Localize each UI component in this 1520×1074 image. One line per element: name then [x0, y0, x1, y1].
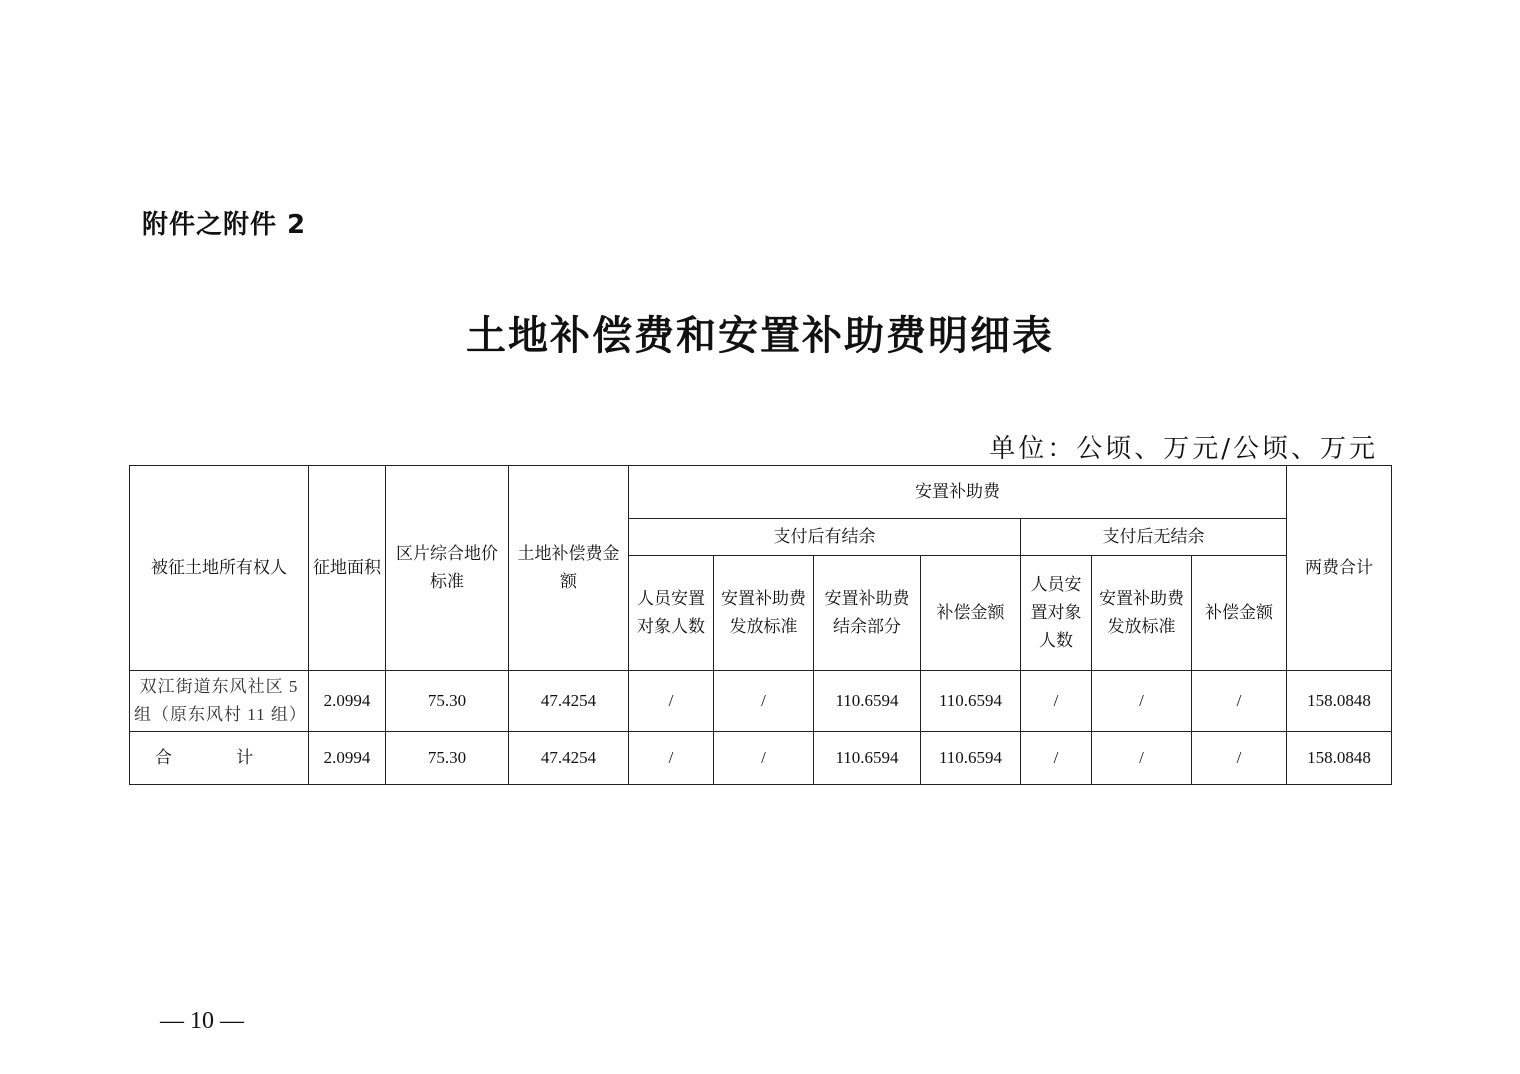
table-row: [130, 671, 1392, 732]
cell-total: 158.0848: [1287, 671, 1392, 732]
header-with-balance: 支付后有结余: [629, 519, 1021, 556]
cell-price-standard: 75.30: [386, 671, 509, 732]
unit-note: 单位：公顷、万元/公顷、万元: [989, 434, 1378, 464]
cell-area: 2.0994: [309, 671, 386, 732]
cell-area: 2.0994: [309, 732, 386, 785]
cell-owner: 双江街道东风社区 5 组（原东风村 11 组）: [130, 671, 309, 732]
compensation-detail-table: [129, 465, 1392, 785]
attachment-label: 附件之附件 2: [142, 210, 307, 240]
cell-land-compensation: 47.4254: [509, 671, 629, 732]
header-price-standard: 区片综合地价标准: [386, 466, 509, 671]
header-wb-persons: 人员安置对象人数: [629, 556, 714, 671]
cell-wb-compensation: 110.6594: [921, 732, 1021, 785]
header-resettlement-subsidy: 安置补助费: [629, 466, 1287, 519]
cell-total: 158.0848: [1287, 732, 1392, 785]
header-area: 征地面积: [309, 466, 386, 671]
cell-total-label: 合 计: [130, 732, 309, 785]
cell-wb-balance: 110.6594: [814, 732, 921, 785]
cell-nb-standard: /: [1092, 671, 1192, 732]
cell-wb-persons: /: [629, 671, 714, 732]
header-wb-compensation: 补偿金额: [921, 556, 1021, 671]
cell-nb-persons: /: [1021, 671, 1092, 732]
cell-price-standard: 75.30: [386, 732, 509, 785]
cell-wb-standard: /: [714, 671, 814, 732]
header-wb-balance: 安置补助费结余部分: [814, 556, 921, 671]
cell-wb-standard: /: [714, 732, 814, 785]
cell-nb-persons: /: [1021, 732, 1092, 785]
header-total: 两费合计: [1287, 466, 1392, 671]
cell-nb-compensation: /: [1192, 732, 1287, 785]
page-number: — 10 —: [160, 1008, 244, 1034]
cell-wb-compensation: 110.6594: [921, 671, 1021, 732]
cell-wb-balance: 110.6594: [814, 671, 921, 732]
header-owner: 被征土地所有权人: [130, 466, 309, 671]
cell-nb-compensation: /: [1192, 671, 1287, 732]
header-wb-standard: 安置补助费发放标准: [714, 556, 814, 671]
total-row: [130, 732, 1392, 785]
header-nb-persons: 人员安置对象人数: [1021, 556, 1092, 671]
cell-wb-persons: /: [629, 732, 714, 785]
cell-nb-standard: /: [1092, 732, 1192, 785]
cell-land-compensation: 47.4254: [509, 732, 629, 785]
header-no-balance: 支付后无结余: [1021, 519, 1287, 556]
document-title: 土地补偿费和安置补助费明细表: [466, 312, 1054, 359]
header-land-compensation: 土地补偿费金额: [509, 466, 629, 671]
header-nb-standard: 安置补助费发放标准: [1092, 556, 1192, 671]
header-nb-compensation: 补偿金额: [1192, 556, 1287, 671]
